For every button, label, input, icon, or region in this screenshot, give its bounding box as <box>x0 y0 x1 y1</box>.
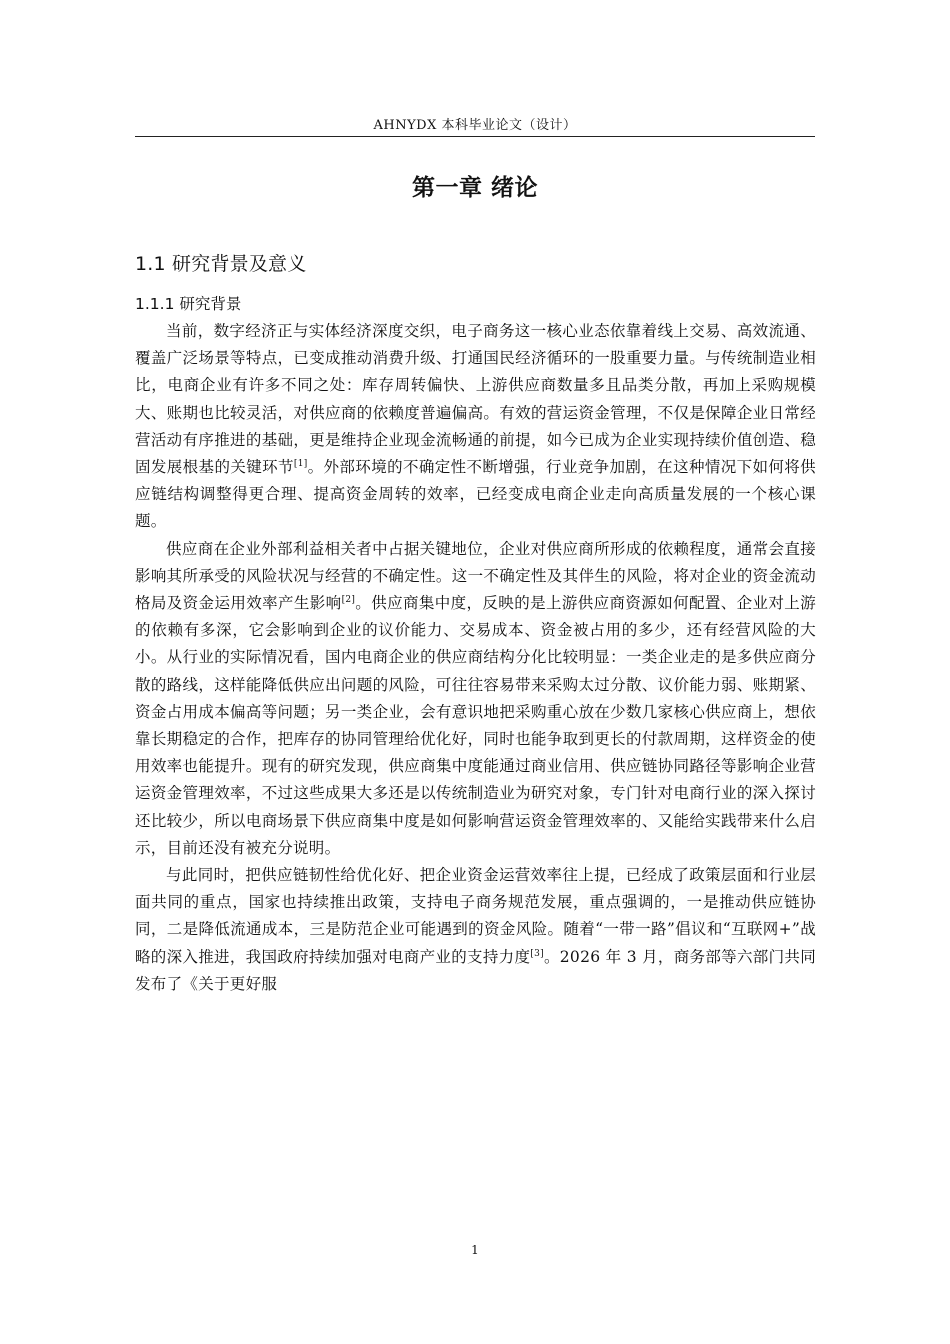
paragraph <box>135 318 816 536</box>
paragraph-text: 。2026 年 3 月，商务部等六部门共同发布了《关于更好服 <box>135 947 816 993</box>
chapter-title: 第一章 绪论 <box>411 175 538 201</box>
citation-ref: [2] <box>341 595 356 606</box>
paragraph-text: 与此同时，把供应链韧性给优化好、把企业资金运营效率往上提，已经成了政策层面和行业层面共同的重点，国家也持续推出政策，支持电子商务规范发展，重点强调的，一是推动供应链协同，二是降低流通成本，三是防范企业可能遇到的资金风险。随着“一带一路”倡议和“互联网+”战略的深入推进，我国政府持续加强对电商产业的支持力度 <box>135 866 816 966</box>
paragraph-text: 。外部环境的不确定性不断增强，行业竞争加剧，在这种情况下如何将供应链结构调整得更合理、提高资金周转的效率，已经变成电商企业走向高质量发展的一个核心课题。 <box>135 458 816 531</box>
citation-ref: [3] <box>530 948 544 959</box>
header-rule <box>135 136 815 137</box>
paragraph-text: 当前，数字经济正与实体经济深度交织，电子商务这一核心业态依靠着线上交易、高效流通、覆盖广泛场景等特点，已变成推动消费升级、打通国民经济循环的一股重要力量。与传统制造业相比，电商企业有许多不同之处：库存周转偏快、上游供应商数量多且品类分散，再加上采购规模大、账期也比较灵活，对供应商的依赖度普遍偏高。有效的营运资金管理，不仅是保障企业日常经营活动有序推进的基础，更是维持企业现金流畅通的前提，如今已成为企业实现持续价值创造、稳固发展根基的关键环节 <box>135 322 816 477</box>
running-header: AHNYDX 本科毕业论文（设计） <box>373 118 577 133</box>
page-number: 1 <box>471 1243 479 1257</box>
paragraph <box>135 862 816 998</box>
paragraph <box>135 536 816 862</box>
citation-ref: [1] <box>293 459 308 470</box>
paragraph-text: 。供应商集中度，反映的是上游供应商资源如何配置、企业对上游的依赖有多深，它会影响到企业的议价能力、交易成本、资金被占用的多少，还有经营风险的大小。从行业的实际情况看，国内电商企业的供应商结构分化比较明显：一类企业走的是多供应商分散的路线，这样能降低供应出问题的风险，可往往容易带来采购太过分散、议价能力弱、账期紧、资金占用成本偏高等问题；另一类企业，会有意识地把采购重心放在少数几家核心供应商上，想依靠长期稳定的合作，把库存的协同管理给优化好，同时也能争取到更长的付款周期，这样资金的使用效率也能提升。现有的研究发现，供应商集中度能通过商业信用、供应链协同路径等影响企业营运资金管理效率，不过这些成果大多还是以传统制造业为研究对象，专门针对电商行业的深入探讨还比较少，所以电商场景下供应商集中度是如何影响营运资金管理效率的、又能给实践带来什么启示，目前还没有被充分说明。 <box>135 594 816 857</box>
body-text <box>135 318 816 998</box>
section-title: 1.1 研究背景及意义 <box>135 253 307 275</box>
subsection-title: 1.1.1 研究背景 <box>135 295 242 313</box>
paragraph-text: 供应商在企业外部利益相关者中占据关键地位，企业对供应商所形成的依赖程度，通常会直接影响其所承受的风险状况与经营的不确定性。这一不确定性及其伴生的风险，将对企业的资金流动格局及资金运用效率产生影响 <box>135 539 816 613</box>
